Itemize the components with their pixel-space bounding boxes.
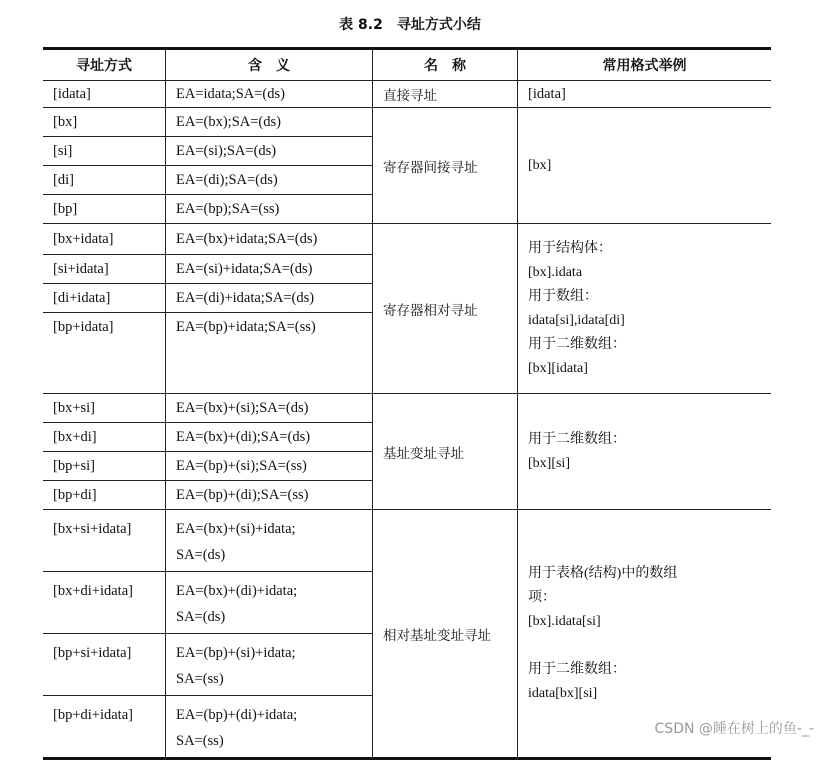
- mode-cell: [bx+idata]: [43, 224, 166, 255]
- meaning-cell: EA=(si);SA=(ds): [166, 137, 373, 166]
- example-line: [bx].idata: [528, 264, 583, 280]
- table-row: [43, 81, 771, 108]
- example-line: [bx][idata]: [528, 360, 588, 376]
- meaning-line: SA=(ss): [176, 733, 224, 749]
- example-cell: [518, 108, 772, 224]
- mode-cell: [bp+di]: [43, 481, 166, 510]
- example-line: 用于表格(结构)中的数组: [528, 565, 678, 581]
- example-cell: [idata]: [518, 81, 772, 108]
- meaning-cell: EA=(bp)+(di);SA=(ss): [166, 481, 373, 510]
- header-name: 名 称: [373, 49, 518, 81]
- watermark: CSDN @睡在树上的鱼-_-: [654, 721, 814, 737]
- meaning-cell: [166, 696, 373, 759]
- header-example: 常用格式举例: [518, 49, 772, 81]
- meaning-line: EA=(bp)+(si)+idata;: [176, 645, 296, 661]
- meaning-cell: [166, 634, 373, 696]
- mode-cell: [bx+di]: [43, 423, 166, 452]
- header-mode: 寻址方式: [43, 49, 166, 81]
- header-meaning: 含 义: [166, 49, 373, 81]
- meaning-cell: EA=(di);SA=(ds): [166, 166, 373, 195]
- meaning-line: SA=(ds): [176, 609, 226, 625]
- example-line: 用于结构体：: [528, 240, 612, 256]
- example-cell: [518, 394, 772, 510]
- meaning-cell: EA=idata;SA=(ds): [166, 81, 373, 108]
- mode-cell: [si+idata]: [43, 255, 166, 284]
- table-row: [43, 108, 771, 137]
- example-line: [bx]: [528, 157, 552, 173]
- name-cell: 相对基址变址寻址: [373, 510, 518, 759]
- table-row: [43, 510, 771, 572]
- example-line: [528, 634, 771, 658]
- example-line: idata[si],idata[di]: [528, 312, 625, 328]
- mode-cell: [bp+di+idata]: [43, 696, 166, 759]
- mode-cell: [bp+idata]: [43, 313, 166, 394]
- mode-cell: [di]: [43, 166, 166, 195]
- addressing-modes-table: [43, 47, 771, 760]
- meaning-cell: [166, 510, 373, 572]
- meaning-line: EA=(bp)+(di)+idata;: [176, 707, 298, 723]
- example-line: [bx].idata[si]: [528, 613, 601, 629]
- name-cell: 寄存器相对寻址: [373, 224, 518, 394]
- mode-cell: [bx]: [43, 108, 166, 137]
- meaning-cell: EA=(bp)+(si);SA=(ss): [166, 452, 373, 481]
- example-cell: [518, 224, 772, 394]
- example-line: 用于数组：: [528, 288, 598, 304]
- meaning-cell: EA=(bx)+idata;SA=(ds): [166, 224, 373, 255]
- example-line: idata[bx][si]: [528, 685, 598, 701]
- name-cell: 寄存器间接寻址: [373, 108, 518, 224]
- mode-cell: [bx+si+idata]: [43, 510, 166, 572]
- meaning-line: SA=(ds): [176, 547, 226, 563]
- meaning-line: EA=(bx)+(di)+idata;: [176, 583, 298, 599]
- example-line: 用于二维数组：: [528, 661, 626, 677]
- meaning-cell: EA=(bp)+idata;SA=(ss): [166, 313, 373, 394]
- mode-cell: [di+idata]: [43, 284, 166, 313]
- name-cell: 直接寻址: [373, 81, 518, 108]
- name-cell: 基址变址寻址: [373, 394, 518, 510]
- meaning-line: EA=(bx)+(si)+idata;: [176, 521, 296, 537]
- mode-cell: [bp+si+idata]: [43, 634, 166, 696]
- mode-cell: [si]: [43, 137, 166, 166]
- mode-cell: [bx+di+idata]: [43, 572, 166, 634]
- table-row: [43, 224, 771, 255]
- meaning-cell: EA=(si)+idata;SA=(ds): [166, 255, 373, 284]
- meaning-cell: [166, 572, 373, 634]
- meaning-cell: EA=(bx);SA=(ds): [166, 108, 373, 137]
- header-row: [43, 49, 771, 81]
- meaning-line: SA=(ss): [176, 671, 224, 687]
- example-line: 项：: [528, 589, 556, 605]
- mode-cell: [bp+si]: [43, 452, 166, 481]
- meaning-cell: EA=(bp);SA=(ss): [166, 195, 373, 224]
- meaning-cell: EA=(bx)+(di);SA=(ds): [166, 423, 373, 452]
- table-row: [43, 394, 771, 423]
- table-caption: 表 8.2 寻址方式小结: [339, 17, 481, 33]
- mode-cell: [bx+si]: [43, 394, 166, 423]
- mode-cell: [idata]: [43, 81, 166, 108]
- mode-cell: [bp]: [43, 195, 166, 224]
- meaning-cell: EA=(di)+idata;SA=(ds): [166, 284, 373, 313]
- example-line: [bx][si]: [528, 455, 570, 471]
- meaning-cell: EA=(bx)+(si);SA=(ds): [166, 394, 373, 423]
- example-line: 用于二维数组：: [528, 431, 626, 447]
- example-line: 用于二维数组：: [528, 336, 626, 352]
